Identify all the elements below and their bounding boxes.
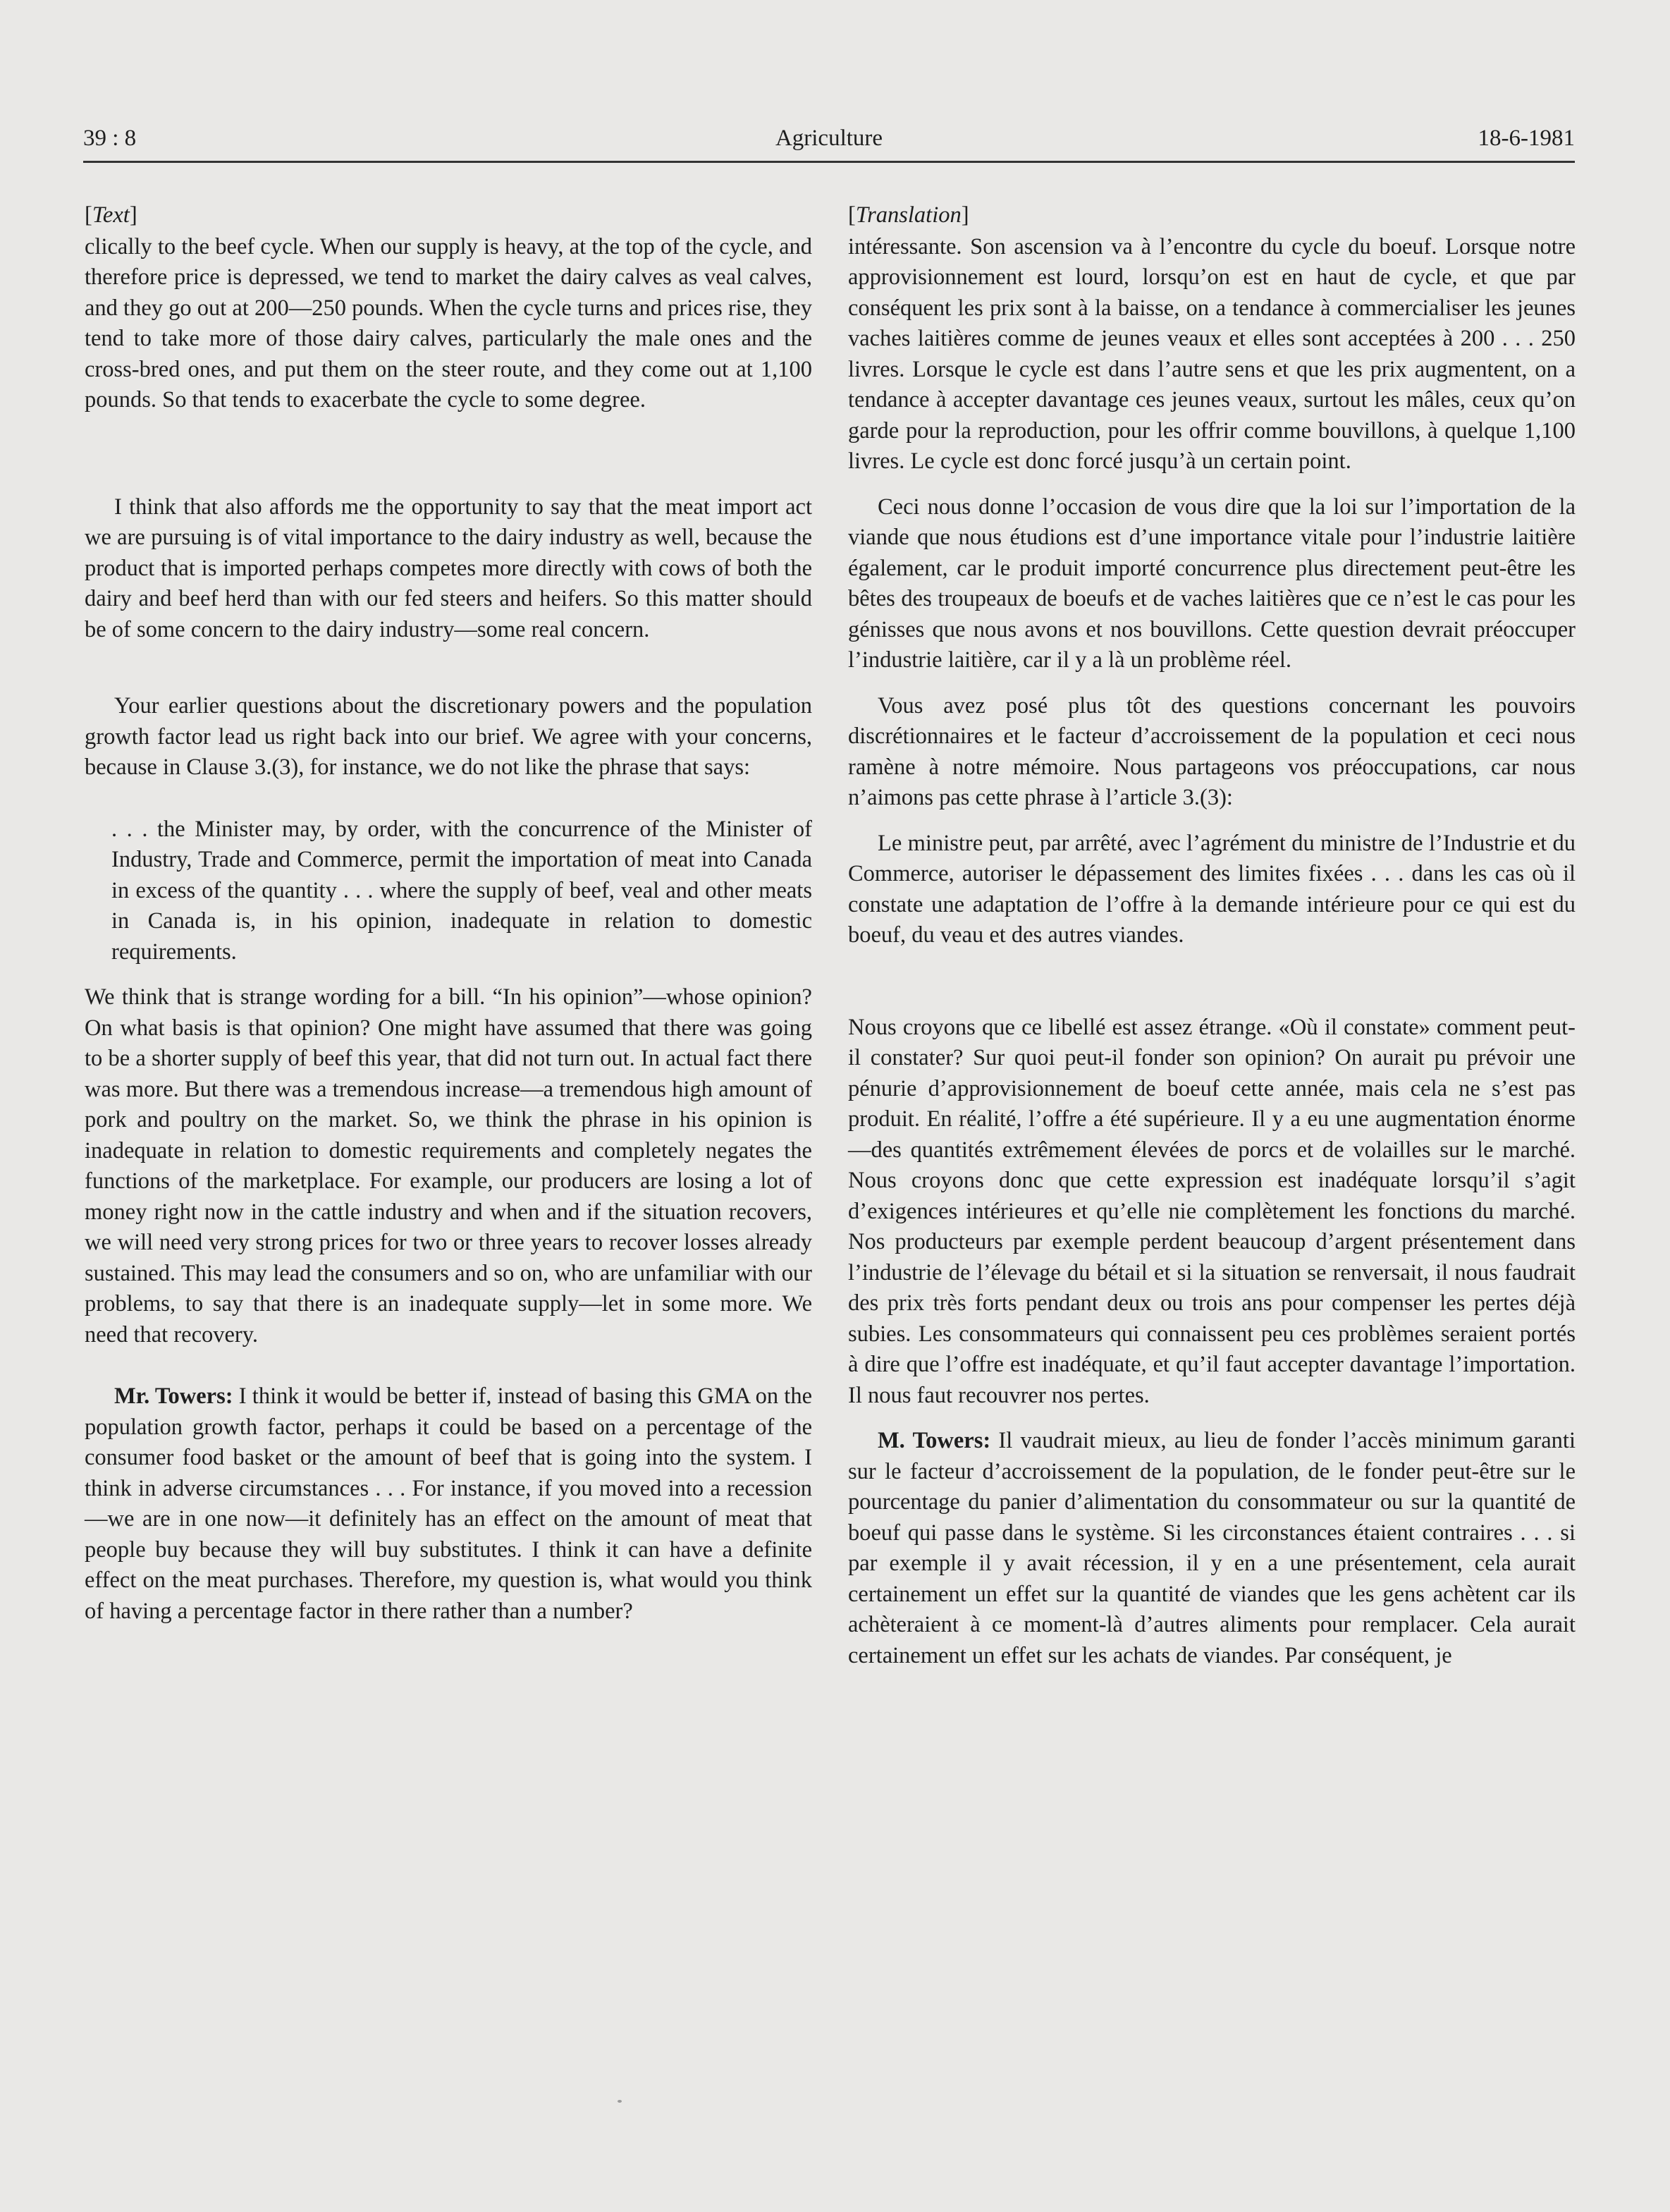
article-quotation: Le ministre peut, par arrêté, avec l’agrément du ministre de l’Industrie et du Commerce, autoriser le dépassement des limites fixées . . . dans les cas où il constate une adaptation de l’offre à la demande intérieure pour ce qui est du boeuf, du veau et des autres viandes. (848, 830, 1576, 948)
paragraph-discretionary-powers: Your earlier questions about the discretionary powers and the population growth factor lead us right back into our brief. We agree with your concerns, because in Clause 3.(3), for instance, we do not like the phrase that says: (85, 693, 812, 780)
paragraph-m-towers (848, 1426, 1576, 1671)
speaker-text: I think it would be better if, instead of basing this GMA on the population growth factor, perhaps it could be based on a percentage of the consumer food basket or the amount of beef that is going into the system. I think in adverse circumstances . . . For instance, if you moved into a recession—we are in one now—it definitely has an effect on the amount of meat that people buy because they will buy substitutes. I think it can have a definite effect on the meat purchases. Therefore, my question is, what would you think of having a percentage factor in there rather than a number? (85, 1383, 813, 1624)
scan-speck (618, 2100, 622, 2103)
clause-quotation: . . . the Minister may, by order, with the concurrence of the Minister of Industry, Trade and Commerce, permit the importation of meat into Canada in excess of the quantity . . . where the supply of beef, veal and other meats in Canada is, in his opinion, inadequate in relation to domestic requirements. (111, 816, 812, 965)
paragraph-meat-import-act: I think that also affords me the opportunity to say that the meat import act we are pursuing is of vital importance to the dairy industry as well, because the product that is imported perhaps competes more directly with cows of both the dairy and beef herd than with our fed steers and heifers. So this matter should be of some concern to the dairy industry—some real concern. (85, 494, 812, 642)
paragraph-pouvoirs-discretionnaires: Vous avez posé plus tôt des questions concernant les pouvoirs discrétionnaires et le facteur d’accroissement de la population et ceci nous ramène à notre mémoire. Nous partageons vos préoccupations, car nous n’aimons pas cette phrase à l’article 3.(3): (848, 692, 1576, 810)
page-number: 39 : 8 (83, 126, 137, 151)
paragraph-cycle-du-boeuf: intéressante. Son ascension va à l’encontre du cycle du boeuf. Lorsque notre approvisionnement est lourd, lorsqu’on est en haut de cycle, et que par conséquent les prix sont à la baisse, on a tendance à commercialiser les jeunes vaches laitières comme de jeunes veaux et elles sont acceptées à 200 . . . 250 livres. Lorsque le cycle est dans l’autre sens et que les prix augmentent, on a tendance à accepter davantage ces jeunes veaux, surtout les mâles, ceux qu’on garde pour la reproduction, pour les offrir comme bouvillons, à quelque 1,100 livres. Le cycle est donc forcé jusqu’à un certain point. (848, 233, 1576, 474)
french-column (848, 200, 1576, 1671)
speaker-name-fr: M. Towers: (878, 1428, 991, 1453)
text-label: [Text] (85, 202, 137, 228)
paragraph-mr-towers (85, 1381, 812, 1627)
page-date: 18-6-1981 (1478, 126, 1575, 151)
english-column (85, 200, 812, 1627)
translation-label-word: Translation (855, 202, 962, 228)
paragraph-beef-cycle: clically to the beef cycle. When our supply is heavy, at the top of the cycle, and therefore price is depressed, we tend to market the dairy calves as veal calves, and they go out at 200—250 pounds. When the cycle turns and prices rise, they tend to take more of those dairy calves, particularly the male ones and the cross-bred ones, and put them on the steer route, and they come out at 1,100 pounds. So that tends to exacerbate the cycle to some degree. (85, 233, 812, 413)
running-title: Agriculture (775, 126, 883, 151)
paragraph-strange-wording: We think that is strange wording for a bill. “In his opinion”—whose opinion? On what basis is that opinion? One might have assumed that there was going to be a shorter supply of beef this year, that did not turn out. In actual fact there was more. But there was a tremendous increase—a tremendous high amount of pork and poultry on the market. So, we think the phrase in his opinion is inadequate in relation to domestic requirements and completely negates the functions of the marketplace. For example, our producers are losing a lot of money right now in the cattle industry and when and if the situation recovers, we will need very strong prices for two or three years to recover losses already sustained. This may lead the consumers and so on, who are unfamiliar with our problems, to say that there is an inadequate supply—let in some more. We need that recovery. (85, 984, 812, 1348)
translation-label: [Translation] (848, 202, 969, 228)
text-label-word: Text (92, 202, 130, 228)
speaker-text-fr: Il vaudrait mieux, au lieu de fonder l’accès minimum garanti sur le facteur d’accroissement de la population, de le fonder peut-être sur le pourcentage du panier d’alimentation du consommateur ou sur la quantité de boeuf qui passe dans le système. Si les circonstances étaient contraires . . . si par exemple il y avait récession, il y en a une présentement, cela aurait certainement un effet sur la quantité de viandes que les gens achètent car ils achèteraient à ce moment-là d’autres aliments pour remplacer. Cela aurait certainement un effet sur les achats de viandes. Par conséquent, je (848, 1428, 1576, 1668)
speaker-name: Mr. Towers: (114, 1383, 233, 1409)
page-header (83, 124, 1575, 163)
paragraph-loi-importation: Ceci nous donne l’occasion de vous dire que la loi sur l’importation de la viande que nous étudions est d’une importance vitale pour l’industrie laitière également, car le produit importé concurrence plus directement peut-être les bêtes des troupeaux de boeufs et de vaches laitières que ce n’est le cas pour les génisses que nous avons et nos bouvillons. Cette question devrait préoccuper l’industrie laitière, car il y a là un problème réel. (848, 494, 1576, 673)
paragraph-libelle-etrange: Nous croyons que ce libellé est assez étrange. «Où il constate» comment peut-il constater? Sur quoi peut-il fonder son opinion? On aurait pu prévoir une pénurie d’approvisionnement de boeuf cette année, mais cela ne s’est pas produit. En réalité, l’offre a été supérieure. Il y a eu une augmentation énorme—des quantités extrêmement élevées de porcs et de volailles sur le marché. Nous croyons donc que cette expression est inadéquate lorsqu’il s’agit d’exigences intérieures et qu’elle nie complètement les fonctions du marché. Nos producteurs par exemple perdent beaucoup d’argent présentement dans l’industrie de l’élevage du bétail et si la situation se renversait, il nous faudrait des prix très forts pendant deux ou trois ans pour compenser les pertes déjà subies. Les consommateurs qui connaissent peu ces problèmes seraient portés à dire que l’offre est inadéquate, et qu’il faut accepter davantage l’importation. Il nous faut recouvrer nos pertes. (848, 1014, 1576, 1408)
